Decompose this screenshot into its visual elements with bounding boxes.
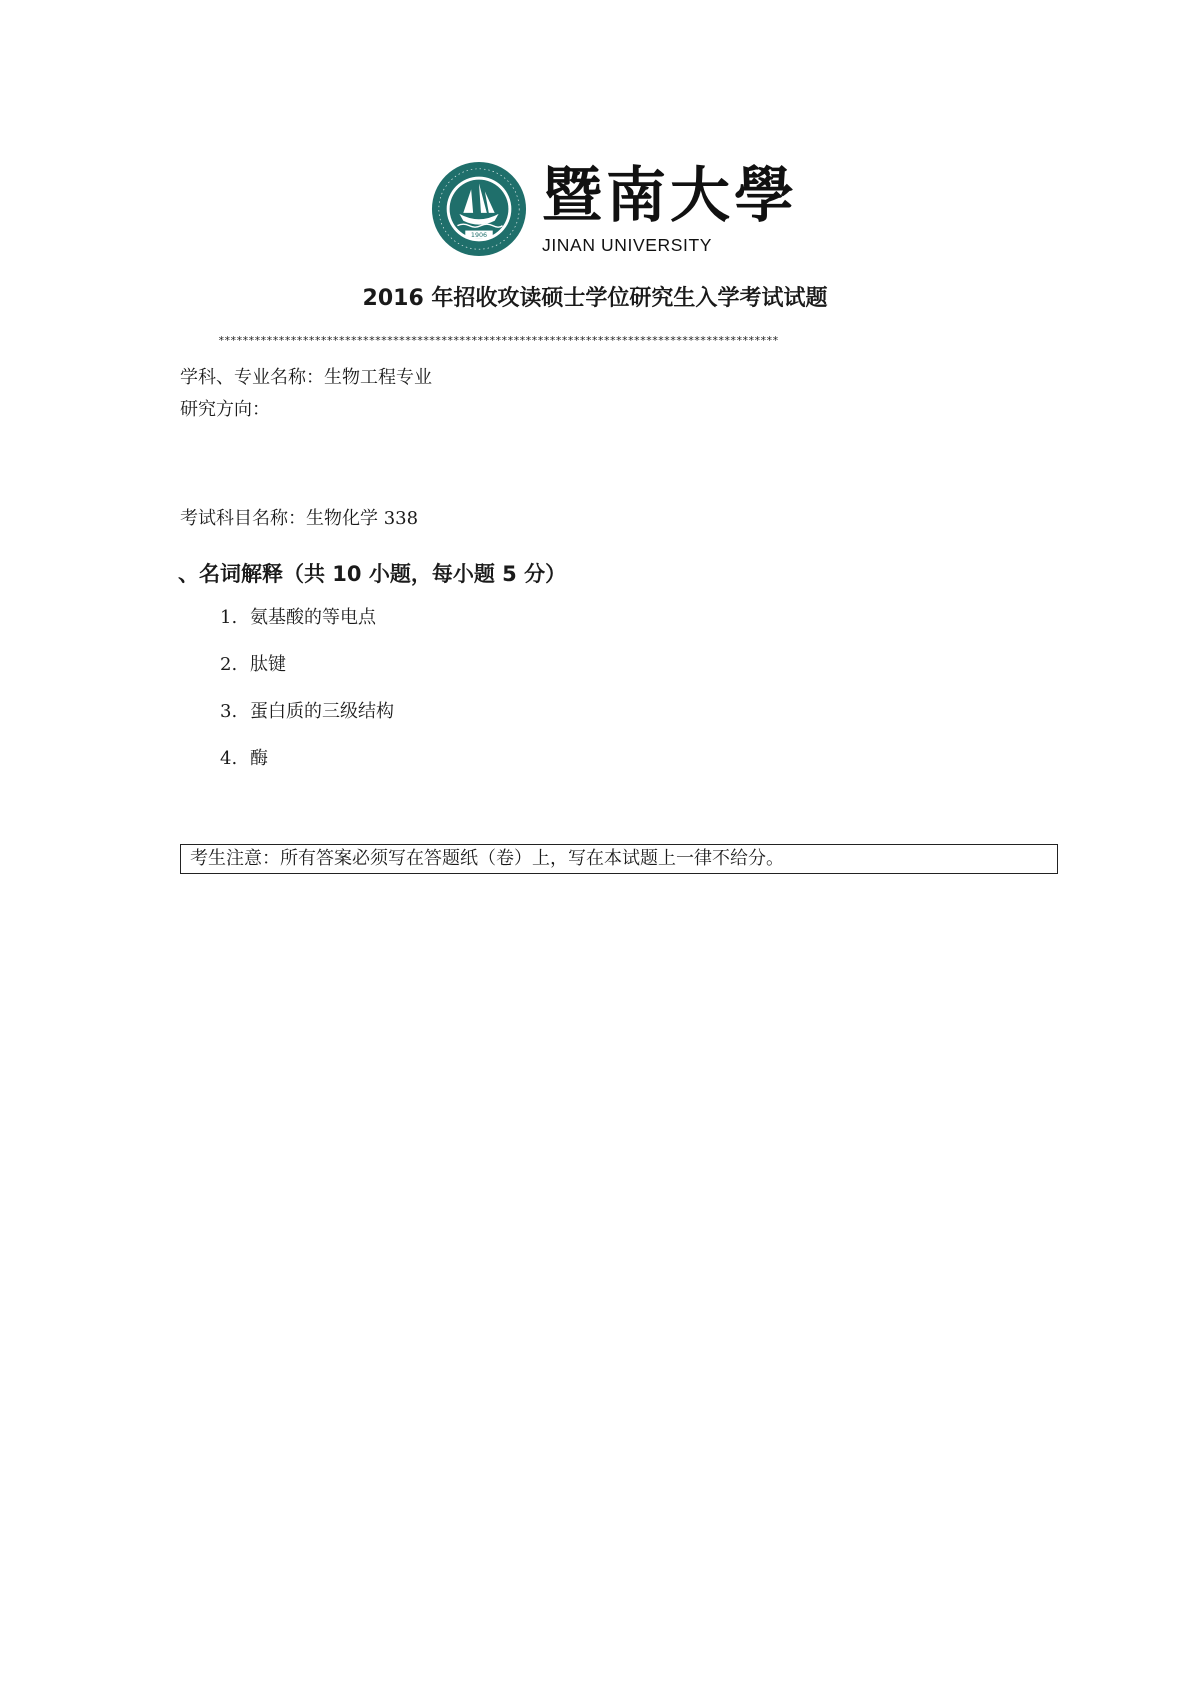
term-list (220, 605, 394, 793)
item-text: 肽键 (250, 654, 286, 675)
subject-value: 生物化学 338 (306, 508, 419, 529)
subject-label: 考试科目名称： (180, 508, 306, 529)
subject-line (180, 506, 418, 532)
direction-label: 研究方向： (180, 399, 270, 420)
major-label: 学科、专业名称： (180, 367, 324, 388)
wordmark (542, 160, 798, 260)
item-number: 2. (220, 654, 238, 675)
item-number: 3. (220, 701, 238, 722)
section-heading: 、名词解释（共 10 小题，每小题 5 分） (178, 562, 567, 586)
item-number: 4. (220, 748, 238, 769)
university-logo (430, 160, 798, 260)
major-line (180, 365, 432, 391)
major-value: 生物工程专业 (324, 367, 432, 388)
university-name-chinese: 暨南大學 (542, 161, 798, 231)
list-item (220, 746, 394, 793)
seal-year: 1906 (470, 230, 488, 239)
list-item (220, 652, 394, 699)
asterisk-divider: ********************************************************************************************* (218, 334, 779, 347)
item-text: 蛋白质的三级结构 (250, 701, 394, 722)
item-text: 氨基酸的等电点 (250, 607, 376, 628)
direction-line (180, 397, 270, 423)
exam-title: 2016 年招收攻读硕士学位研究生入学考试试题 (362, 286, 828, 311)
list-item (220, 605, 394, 652)
university-name-english: JINAN UNIVERSITY (542, 235, 713, 255)
item-text: 酶 (250, 748, 268, 769)
candidate-notice: 考生注意：所有答案必须写在答题纸（卷）上，写在本试题上一律不给分。 (180, 844, 1058, 874)
list-item (220, 699, 394, 746)
university-seal-icon (430, 160, 528, 258)
item-number: 1. (220, 607, 238, 628)
